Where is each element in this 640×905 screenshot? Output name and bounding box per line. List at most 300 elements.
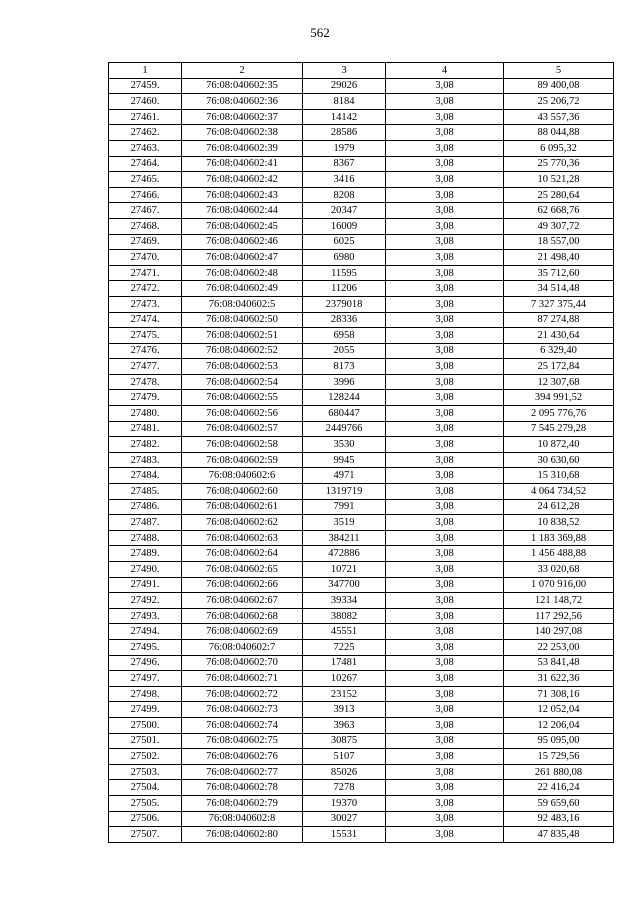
area-cell: 6958 (303, 328, 386, 344)
row-number-cell: 27460. (109, 94, 182, 110)
cadastral-number-cell: 76:08:040602:78 (182, 780, 303, 796)
cadastral-number-cell: 76:08:040602:47 (182, 250, 303, 266)
rate-cell: 3,08 (386, 593, 504, 609)
row-number-cell: 27476. (109, 343, 182, 359)
row-number-cell: 27485. (109, 484, 182, 500)
cadastral-number-cell: 76:08:040602:60 (182, 484, 303, 500)
row-number-cell: 27491. (109, 577, 182, 593)
area-cell: 10267 (303, 671, 386, 687)
area-cell: 2379018 (303, 296, 386, 312)
table-row (109, 764, 614, 780)
row-number-cell: 27469. (109, 234, 182, 250)
area-cell: 10721 (303, 562, 386, 578)
rate-cell: 3,08 (386, 499, 504, 515)
cadastral-number-cell: 76:08:040602:68 (182, 608, 303, 624)
area-cell: 128244 (303, 390, 386, 406)
area-cell: 9945 (303, 452, 386, 468)
table-row (109, 702, 614, 718)
column-header: 5 (504, 63, 614, 79)
rate-cell: 3,08 (386, 452, 504, 468)
rate-cell: 3,08 (386, 94, 504, 110)
area-cell: 11206 (303, 281, 386, 297)
rate-cell: 3,08 (386, 686, 504, 702)
table-row (109, 608, 614, 624)
row-number-cell: 27490. (109, 562, 182, 578)
rate-cell: 3,08 (386, 702, 504, 718)
area-cell: 28336 (303, 312, 386, 328)
cadastral-number-cell: 76:08:040602:41 (182, 156, 303, 172)
table-row (109, 437, 614, 453)
rate-cell: 3,08 (386, 296, 504, 312)
amount-cell: 87 274,88 (504, 312, 614, 328)
cadastral-number-cell: 76:08:040602:55 (182, 390, 303, 406)
cadastral-number-cell: 76:08:040602:57 (182, 421, 303, 437)
area-cell: 11595 (303, 265, 386, 281)
cadastral-number-cell: 76:08:040602:56 (182, 406, 303, 422)
amount-cell: 1 183 369,88 (504, 530, 614, 546)
cadastral-number-cell: 76:08:040602:70 (182, 655, 303, 671)
area-cell: 3996 (303, 374, 386, 390)
amount-cell: 121 148,72 (504, 593, 614, 609)
cadastral-number-cell: 76:08:040602:42 (182, 172, 303, 188)
table-row (109, 78, 614, 94)
rate-cell: 3,08 (386, 546, 504, 562)
column-header: 2 (182, 63, 303, 79)
row-number-cell: 27471. (109, 265, 182, 281)
rate-cell: 3,08 (386, 484, 504, 500)
table-row (109, 780, 614, 796)
area-cell: 347700 (303, 577, 386, 593)
cadastral-number-cell: 76:08:040602:48 (182, 265, 303, 281)
area-cell: 14142 (303, 109, 386, 125)
area-cell: 3519 (303, 515, 386, 531)
table-row (109, 421, 614, 437)
area-cell: 30027 (303, 811, 386, 827)
cadastral-number-cell: 76:08:040602:39 (182, 140, 303, 156)
row-number-cell: 27495. (109, 639, 182, 655)
rate-cell: 3,08 (386, 717, 504, 733)
row-number-cell: 27468. (109, 218, 182, 234)
table-row (109, 530, 614, 546)
table-row (109, 140, 614, 156)
table-row (109, 203, 614, 219)
table-row (109, 499, 614, 515)
table-row (109, 156, 614, 172)
row-number-cell: 27506. (109, 811, 182, 827)
row-number-cell: 27488. (109, 530, 182, 546)
area-cell: 3963 (303, 717, 386, 733)
rate-cell: 3,08 (386, 390, 504, 406)
table-row (109, 515, 614, 531)
amount-cell: 30 630,60 (504, 452, 614, 468)
area-cell: 39334 (303, 593, 386, 609)
table-row (109, 452, 614, 468)
area-cell: 45551 (303, 624, 386, 640)
row-number-cell: 27462. (109, 125, 182, 141)
area-cell: 7225 (303, 639, 386, 655)
row-number-cell: 27482. (109, 437, 182, 453)
area-cell: 8367 (303, 156, 386, 172)
rate-cell: 3,08 (386, 218, 504, 234)
rate-cell: 3,08 (386, 421, 504, 437)
cadastral-number-cell: 76:08:040602:77 (182, 764, 303, 780)
area-cell: 20347 (303, 203, 386, 219)
cadastral-number-cell: 76:08:040602:35 (182, 78, 303, 94)
row-number-cell: 27498. (109, 686, 182, 702)
row-number-cell: 27492. (109, 593, 182, 609)
amount-cell: 25 206,72 (504, 94, 614, 110)
row-number-cell: 27505. (109, 795, 182, 811)
rate-cell: 3,08 (386, 250, 504, 266)
area-cell: 23152 (303, 686, 386, 702)
area-cell: 4971 (303, 468, 386, 484)
row-number-cell: 27507. (109, 827, 182, 843)
cadastral-number-cell: 76:08:040602:54 (182, 374, 303, 390)
amount-cell: 6 095,32 (504, 140, 614, 156)
cadastral-number-cell: 76:08:040602:59 (182, 452, 303, 468)
rate-cell: 3,08 (386, 125, 504, 141)
table-row (109, 749, 614, 765)
area-cell: 2055 (303, 343, 386, 359)
rate-cell: 3,08 (386, 343, 504, 359)
cadastral-number-cell: 76:08:040602:49 (182, 281, 303, 297)
area-cell: 8208 (303, 187, 386, 203)
amount-cell: 33 020,68 (504, 562, 614, 578)
rate-cell: 3,08 (386, 406, 504, 422)
rate-cell: 3,08 (386, 733, 504, 749)
row-number-cell: 27472. (109, 281, 182, 297)
amount-cell: 25 280,64 (504, 187, 614, 203)
table-row (109, 172, 614, 188)
row-number-cell: 27481. (109, 421, 182, 437)
table-row (109, 484, 614, 500)
table-row (109, 265, 614, 281)
table-row (109, 109, 614, 125)
table-row (109, 468, 614, 484)
rate-cell: 3,08 (386, 187, 504, 203)
cadastral-number-cell: 76:08:040602:44 (182, 203, 303, 219)
cadastral-number-cell: 76:08:040602:8 (182, 811, 303, 827)
row-number-cell: 27494. (109, 624, 182, 640)
amount-cell: 18 557,00 (504, 234, 614, 250)
rate-cell: 3,08 (386, 795, 504, 811)
cadastral-number-cell: 76:08:040602:69 (182, 624, 303, 640)
page-number: 562 (310, 25, 330, 40)
row-number-cell: 27500. (109, 717, 182, 733)
area-cell: 680447 (303, 406, 386, 422)
amount-cell: 88 044,88 (504, 125, 614, 141)
row-number-cell: 27478. (109, 374, 182, 390)
table-row (109, 671, 614, 687)
rate-cell: 3,08 (386, 140, 504, 156)
amount-cell: 59 659,60 (504, 795, 614, 811)
cadastral-number-cell: 76:08:040602:66 (182, 577, 303, 593)
amount-cell: 25 172,84 (504, 359, 614, 375)
cadastral-number-cell: 76:08:040602:37 (182, 109, 303, 125)
table-row (109, 639, 614, 655)
rate-cell: 3,08 (386, 608, 504, 624)
cadastral-number-cell: 76:08:040602:38 (182, 125, 303, 141)
row-number-cell: 27479. (109, 390, 182, 406)
cadastral-number-cell: 76:08:040602:62 (182, 515, 303, 531)
amount-cell: 95 095,00 (504, 733, 614, 749)
row-number-cell: 27489. (109, 546, 182, 562)
table-row (109, 546, 614, 562)
row-number-cell: 27487. (109, 515, 182, 531)
cadastral-number-cell: 76:08:040602:45 (182, 218, 303, 234)
row-number-cell: 27499. (109, 702, 182, 718)
amount-cell: 117 292,56 (504, 608, 614, 624)
row-number-cell: 27503. (109, 764, 182, 780)
cadastral-number-cell: 76:08:040602:53 (182, 359, 303, 375)
row-number-cell: 27466. (109, 187, 182, 203)
amount-cell: 21 498,40 (504, 250, 614, 266)
table-row (109, 187, 614, 203)
amount-cell: 394 991,52 (504, 390, 614, 406)
row-number-cell: 27502. (109, 749, 182, 765)
column-header: 4 (386, 63, 504, 79)
area-cell: 1319719 (303, 484, 386, 500)
rate-cell: 3,08 (386, 281, 504, 297)
cadastral-number-cell: 76:08:040602:71 (182, 671, 303, 687)
table-row (109, 328, 614, 344)
cadastral-number-cell: 76:08:040602:79 (182, 795, 303, 811)
table-row (109, 593, 614, 609)
area-cell: 6025 (303, 234, 386, 250)
amount-cell: 7 327 375,44 (504, 296, 614, 312)
amount-cell: 2 095 776,76 (504, 406, 614, 422)
rate-cell: 3,08 (386, 749, 504, 765)
area-cell: 29026 (303, 78, 386, 94)
row-number-cell: 27501. (109, 733, 182, 749)
area-cell: 7278 (303, 780, 386, 796)
amount-cell: 34 514,48 (504, 281, 614, 297)
row-number-cell: 27480. (109, 406, 182, 422)
rate-cell: 3,08 (386, 577, 504, 593)
row-number-cell: 27486. (109, 499, 182, 515)
amount-cell: 10 521,28 (504, 172, 614, 188)
row-number-cell: 27477. (109, 359, 182, 375)
table-row (109, 94, 614, 110)
amount-cell: 7 545 279,28 (504, 421, 614, 437)
area-cell: 8173 (303, 359, 386, 375)
row-number-cell: 27463. (109, 140, 182, 156)
table-row (109, 218, 614, 234)
row-number-cell: 27493. (109, 608, 182, 624)
table-row (109, 359, 614, 375)
rate-cell: 3,08 (386, 156, 504, 172)
row-number-cell: 27467. (109, 203, 182, 219)
table-row (109, 312, 614, 328)
row-number-cell: 27461. (109, 109, 182, 125)
column-header: 3 (303, 63, 386, 79)
area-cell: 472886 (303, 546, 386, 562)
table-row (109, 827, 614, 843)
rate-cell: 3,08 (386, 328, 504, 344)
rate-cell: 3,08 (386, 172, 504, 188)
amount-cell: 22 253,00 (504, 639, 614, 655)
area-cell: 15531 (303, 827, 386, 843)
amount-cell: 12 206,04 (504, 717, 614, 733)
area-cell: 16009 (303, 218, 386, 234)
area-cell: 1979 (303, 140, 386, 156)
table-row (109, 296, 614, 312)
cadastral-number-cell: 76:08:040602:58 (182, 437, 303, 453)
cadastral-number-cell: 76:08:040602:64 (182, 546, 303, 562)
table-body (109, 78, 614, 842)
rate-cell: 3,08 (386, 639, 504, 655)
row-number-cell: 27464. (109, 156, 182, 172)
area-cell: 2449766 (303, 421, 386, 437)
rate-cell: 3,08 (386, 468, 504, 484)
amount-cell: 92 483,16 (504, 811, 614, 827)
table-row (109, 343, 614, 359)
cadastral-number-cell: 76:08:040602:36 (182, 94, 303, 110)
row-number-cell: 27496. (109, 655, 182, 671)
amount-cell: 71 308,16 (504, 686, 614, 702)
cadastral-number-cell: 76:08:040602:50 (182, 312, 303, 328)
area-cell: 384211 (303, 530, 386, 546)
rate-cell: 3,08 (386, 655, 504, 671)
table-row (109, 125, 614, 141)
table-row (109, 577, 614, 593)
cadastral-number-cell: 76:08:040602:43 (182, 187, 303, 203)
rate-cell: 3,08 (386, 437, 504, 453)
table-row (109, 717, 614, 733)
row-number-cell: 27497. (109, 671, 182, 687)
rate-cell: 3,08 (386, 78, 504, 94)
amount-cell: 62 668,76 (504, 203, 614, 219)
cadastral-number-cell: 76:08:040602:73 (182, 702, 303, 718)
amount-cell: 10 872,40 (504, 437, 614, 453)
row-number-cell: 27475. (109, 328, 182, 344)
amount-cell: 10 838,52 (504, 515, 614, 531)
table-row (109, 655, 614, 671)
cadastral-number-cell: 76:08:040602:74 (182, 717, 303, 733)
amount-cell: 49 307,72 (504, 218, 614, 234)
row-number-cell: 27465. (109, 172, 182, 188)
cadastral-number-cell: 76:08:040602:80 (182, 827, 303, 843)
area-cell: 85026 (303, 764, 386, 780)
rate-cell: 3,08 (386, 234, 504, 250)
rate-cell: 3,08 (386, 265, 504, 281)
table-row (109, 250, 614, 266)
table-row (109, 281, 614, 297)
cadastral-number-cell: 76:08:040602:61 (182, 499, 303, 515)
amount-cell: 1 456 488,88 (504, 546, 614, 562)
amount-cell: 12 307,68 (504, 374, 614, 390)
amount-cell: 43 557,36 (504, 109, 614, 125)
area-cell: 19370 (303, 795, 386, 811)
area-cell: 6980 (303, 250, 386, 266)
table-row (109, 406, 614, 422)
area-cell: 3416 (303, 172, 386, 188)
area-cell: 17481 (303, 655, 386, 671)
cadastral-number-cell: 76:08:040602:75 (182, 733, 303, 749)
column-header: 1 (109, 63, 182, 79)
cadastral-number-cell: 76:08:040602:65 (182, 562, 303, 578)
amount-cell: 1 070 916,00 (504, 577, 614, 593)
cadastral-number-cell: 76:08:040602:46 (182, 234, 303, 250)
area-cell: 8184 (303, 94, 386, 110)
area-cell: 38082 (303, 608, 386, 624)
rate-cell: 3,08 (386, 515, 504, 531)
rate-cell: 3,08 (386, 780, 504, 796)
table-row (109, 374, 614, 390)
cadastral-number-cell: 76:08:040602:7 (182, 639, 303, 655)
header-row (109, 63, 614, 79)
row-number-cell: 27470. (109, 250, 182, 266)
area-cell: 28586 (303, 125, 386, 141)
rate-cell: 3,08 (386, 530, 504, 546)
rate-cell: 3,08 (386, 624, 504, 640)
data-table (108, 62, 614, 843)
amount-cell: 53 841,48 (504, 655, 614, 671)
amount-cell: 140 297,08 (504, 624, 614, 640)
amount-cell: 21 430,64 (504, 328, 614, 344)
amount-cell: 261 880,08 (504, 764, 614, 780)
amount-cell: 22 416,24 (504, 780, 614, 796)
rate-cell: 3,08 (386, 359, 504, 375)
amount-cell: 12 052,04 (504, 702, 614, 718)
cadastral-number-cell: 76:08:040602:6 (182, 468, 303, 484)
area-cell: 7991 (303, 499, 386, 515)
rate-cell: 3,08 (386, 203, 504, 219)
table-row (109, 733, 614, 749)
area-cell: 5107 (303, 749, 386, 765)
amount-cell: 15 729,56 (504, 749, 614, 765)
rate-cell: 3,08 (386, 811, 504, 827)
rate-cell: 3,08 (386, 562, 504, 578)
amount-cell: 35 712,60 (504, 265, 614, 281)
row-number-cell: 27473. (109, 296, 182, 312)
cadastral-number-cell: 76:08:040602:67 (182, 593, 303, 609)
amount-cell: 89 400,08 (504, 78, 614, 94)
amount-cell: 31 622,36 (504, 671, 614, 687)
area-cell: 3530 (303, 437, 386, 453)
rate-cell: 3,08 (386, 764, 504, 780)
table-row (109, 562, 614, 578)
rate-cell: 3,08 (386, 827, 504, 843)
amount-cell: 6 329,40 (504, 343, 614, 359)
cadastral-number-cell: 76:08:040602:52 (182, 343, 303, 359)
row-number-cell: 27504. (109, 780, 182, 796)
row-number-cell: 27484. (109, 468, 182, 484)
rate-cell: 3,08 (386, 374, 504, 390)
table-row (109, 390, 614, 406)
area-cell: 3913 (303, 702, 386, 718)
cadastral-number-cell: 76:08:040602:51 (182, 328, 303, 344)
row-number-cell: 27459. (109, 78, 182, 94)
amount-cell: 24 612,28 (504, 499, 614, 515)
amount-cell: 15 310,68 (504, 468, 614, 484)
table-row (109, 234, 614, 250)
table-row (109, 795, 614, 811)
table-row (109, 686, 614, 702)
rate-cell: 3,08 (386, 312, 504, 328)
row-number-cell: 27483. (109, 452, 182, 468)
cadastral-number-cell: 76:08:040602:72 (182, 686, 303, 702)
rate-cell: 3,08 (386, 109, 504, 125)
rate-cell: 3,08 (386, 671, 504, 687)
cadastral-number-cell: 76:08:040602:5 (182, 296, 303, 312)
amount-cell: 47 835,48 (504, 827, 614, 843)
table-row (109, 624, 614, 640)
table-row (109, 811, 614, 827)
amount-cell: 4 064 734,52 (504, 484, 614, 500)
row-number-cell: 27474. (109, 312, 182, 328)
cadastral-number-cell: 76:08:040602:63 (182, 530, 303, 546)
